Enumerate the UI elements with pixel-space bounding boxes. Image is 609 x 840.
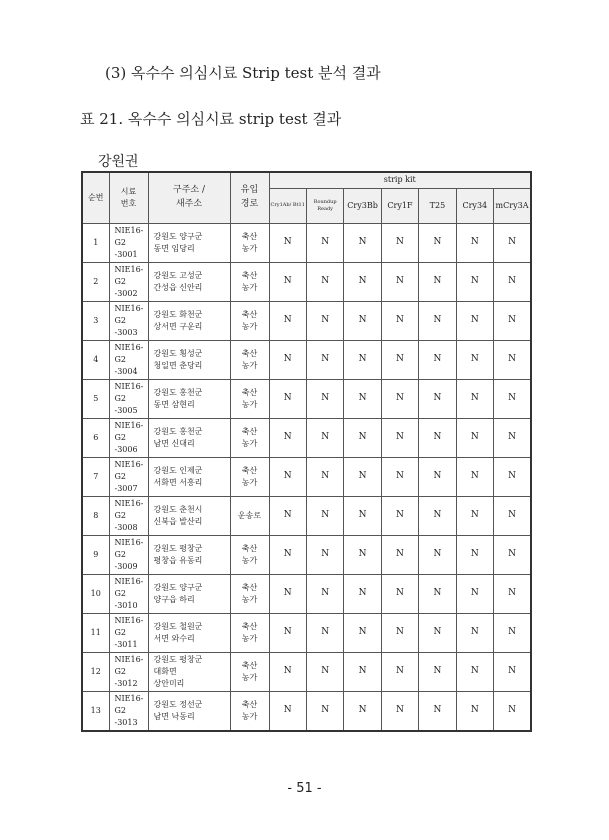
sample-id: NIE16-G2 -3005: [109, 379, 148, 418]
kit-result: N: [419, 340, 456, 379]
kit-result: N: [306, 379, 343, 418]
kit-result: N: [306, 691, 343, 731]
kit-result: N: [344, 574, 381, 613]
route: 축산 농가: [230, 223, 269, 262]
row-no: 2: [82, 262, 109, 301]
row-no: 10: [82, 574, 109, 613]
address: 강원도 철원군 서면 와수리: [148, 613, 230, 652]
header-kit: Cry3Bb: [344, 188, 381, 223]
kit-result: N: [344, 535, 381, 574]
kit-result: N: [269, 496, 306, 535]
sample-id: NIE16-G2 -3007: [109, 457, 148, 496]
route: 축산 농가: [230, 262, 269, 301]
header-kit: Cry1F: [381, 188, 418, 223]
kit-result: N: [419, 301, 456, 340]
row-no: 3: [82, 301, 109, 340]
route: 축산 농가: [230, 301, 269, 340]
kit-result: N: [381, 223, 418, 262]
page-number: - 51 -: [287, 781, 322, 796]
kit-result: N: [269, 574, 306, 613]
table-caption: 표 21. 옥수수 의심시료 strip test 결과: [80, 110, 342, 128]
kit-result: N: [306, 496, 343, 535]
kit-result: N: [269, 613, 306, 652]
table-row: [82, 535, 531, 574]
kit-result: N: [344, 223, 381, 262]
row-no: 11: [82, 613, 109, 652]
row-no: 1: [82, 223, 109, 262]
kit-result: N: [419, 418, 456, 457]
sample-id: NIE16-G2 -3002: [109, 262, 148, 301]
table-row: [82, 418, 531, 457]
kit-result: N: [344, 652, 381, 691]
kit-result: N: [381, 652, 418, 691]
kit-result: N: [269, 691, 306, 731]
table-row: [82, 301, 531, 340]
kit-result: N: [456, 652, 493, 691]
kit-result: N: [494, 223, 531, 262]
address: 강원도 춘천시 신북읍 발산리: [148, 496, 230, 535]
sample-id: NIE16-G2 -3001: [109, 223, 148, 262]
kit-result: N: [494, 574, 531, 613]
header-no: 순번: [82, 172, 109, 223]
kit-result: N: [381, 379, 418, 418]
kit-result: N: [381, 535, 418, 574]
kit-result: N: [269, 457, 306, 496]
kit-result: N: [269, 652, 306, 691]
address: 강원도 홍천군 남면 신대리: [148, 418, 230, 457]
kit-result: N: [381, 340, 418, 379]
kit-result: N: [381, 262, 418, 301]
kit-result: N: [494, 340, 531, 379]
kit-result: N: [269, 301, 306, 340]
table-row: [82, 379, 531, 418]
table-row: [82, 496, 531, 535]
row-no: 7: [82, 457, 109, 496]
row-no: 9: [82, 535, 109, 574]
kit-result: N: [306, 418, 343, 457]
kit-result: N: [419, 223, 456, 262]
table-row: [82, 262, 531, 301]
header-kit: Cry34: [456, 188, 493, 223]
route: 축산 농가: [230, 457, 269, 496]
kit-result: N: [419, 691, 456, 731]
kit-result: N: [456, 340, 493, 379]
kit-result: N: [456, 535, 493, 574]
table-row: [82, 340, 531, 379]
kit-result: N: [306, 535, 343, 574]
kit-result: N: [419, 457, 456, 496]
kit-result: N: [419, 379, 456, 418]
kit-result: N: [456, 457, 493, 496]
kit-result: N: [494, 652, 531, 691]
header-route: 유입 경로: [230, 172, 269, 223]
kit-result: N: [456, 574, 493, 613]
address: 강원도 고성군 간성읍 신안리: [148, 262, 230, 301]
strip-test-table: [81, 171, 532, 732]
kit-result: N: [419, 574, 456, 613]
kit-result: N: [494, 379, 531, 418]
kit-result: N: [306, 340, 343, 379]
address: 강원도 양구군 양구읍 하리: [148, 574, 230, 613]
sample-id: NIE16-G2 -3009: [109, 535, 148, 574]
kit-result: N: [419, 613, 456, 652]
kit-result: N: [456, 418, 493, 457]
kit-result: N: [381, 496, 418, 535]
kit-result: N: [269, 418, 306, 457]
address: 강원도 홍천군 동면 삼현리: [148, 379, 230, 418]
kit-result: N: [494, 418, 531, 457]
kit-result: N: [494, 691, 531, 731]
kit-result: N: [306, 652, 343, 691]
table-row: [82, 613, 531, 652]
row-no: 13: [82, 691, 109, 731]
header-kit: mCry3A: [494, 188, 531, 223]
kit-result: N: [456, 223, 493, 262]
kit-result: N: [306, 301, 343, 340]
header-kit: T25: [419, 188, 456, 223]
sample-id: NIE16-G2 -3010: [109, 574, 148, 613]
kit-result: N: [419, 535, 456, 574]
kit-result: N: [344, 418, 381, 457]
kit-result: N: [494, 301, 531, 340]
address: 강원도 화천군 상서면 구운리: [148, 301, 230, 340]
kit-result: N: [269, 223, 306, 262]
route: 축산 농가: [230, 418, 269, 457]
sample-id: NIE16-G2 -3006: [109, 418, 148, 457]
kit-result: N: [269, 535, 306, 574]
row-no: 5: [82, 379, 109, 418]
kit-result: N: [306, 262, 343, 301]
row-no: 8: [82, 496, 109, 535]
table-row: [82, 691, 531, 731]
kit-result: N: [381, 613, 418, 652]
kit-result: N: [306, 457, 343, 496]
table-row: [82, 457, 531, 496]
row-no: 4: [82, 340, 109, 379]
kit-result: N: [381, 574, 418, 613]
kit-result: N: [494, 457, 531, 496]
address: 강원도 횡성군 청일면 춘당리: [148, 340, 230, 379]
row-no: 12: [82, 652, 109, 691]
kit-result: N: [456, 496, 493, 535]
kit-result: N: [344, 262, 381, 301]
kit-result: N: [344, 496, 381, 535]
header-strip-kit: strip kit: [269, 172, 531, 188]
kit-result: N: [456, 262, 493, 301]
header-kit: Cry1Ab/ Bt11: [269, 188, 306, 223]
region-label: 강원권: [98, 154, 139, 170]
kit-result: N: [344, 301, 381, 340]
route: 운송로: [230, 496, 269, 535]
header-kit: Roundup Ready: [306, 188, 343, 223]
header-address: 구주소 / 새주소: [148, 172, 230, 223]
sample-id: NIE16-G2 -3011: [109, 613, 148, 652]
address: 강원도 평창군 대화면 상안미리: [148, 652, 230, 691]
kit-result: N: [494, 613, 531, 652]
kit-result: N: [344, 340, 381, 379]
route: 축산 농가: [230, 535, 269, 574]
route: 축산 농가: [230, 691, 269, 731]
kit-result: N: [381, 418, 418, 457]
table-row: [82, 223, 531, 262]
kit-result: N: [456, 691, 493, 731]
kit-result: N: [344, 691, 381, 731]
kit-result: N: [269, 262, 306, 301]
header-sample: 시료 번호: [109, 172, 148, 223]
sample-id: NIE16-G2 -3013: [109, 691, 148, 731]
sample-id: NIE16-G2 -3003: [109, 301, 148, 340]
kit-result: N: [306, 574, 343, 613]
kit-result: N: [269, 340, 306, 379]
sample-id: NIE16-G2 -3004: [109, 340, 148, 379]
kit-result: N: [494, 496, 531, 535]
table-row: [82, 652, 531, 691]
route: 축산 농가: [230, 340, 269, 379]
row-no: 6: [82, 418, 109, 457]
address: 강원도 정선군 남면 낙동리: [148, 691, 230, 731]
kit-result: N: [269, 379, 306, 418]
route: 축산 농가: [230, 574, 269, 613]
kit-result: N: [306, 613, 343, 652]
kit-result: N: [494, 535, 531, 574]
kit-result: N: [344, 379, 381, 418]
kit-result: N: [494, 262, 531, 301]
address: 강원도 양구군 동면 임당리: [148, 223, 230, 262]
address: 강원도 인제군 서화면 서흥리: [148, 457, 230, 496]
route: 축산 농가: [230, 379, 269, 418]
route: 축산 농가: [230, 652, 269, 691]
table-row: [82, 574, 531, 613]
kit-result: N: [419, 496, 456, 535]
kit-result: N: [306, 223, 343, 262]
kit-result: N: [456, 379, 493, 418]
kit-result: N: [381, 457, 418, 496]
section-title: (3) 옥수수 의심시료 Strip test 분석 결과: [105, 64, 381, 82]
address: 강원도 평창군 평창읍 유동리: [148, 535, 230, 574]
sample-id: NIE16-G2 -3008: [109, 496, 148, 535]
kit-result: N: [344, 457, 381, 496]
kit-result: N: [456, 613, 493, 652]
kit-result: N: [419, 652, 456, 691]
sample-id: NIE16-G2 -3012: [109, 652, 148, 691]
kit-result: N: [456, 301, 493, 340]
kit-result: N: [344, 613, 381, 652]
kit-result: N: [381, 301, 418, 340]
route: 축산 농가: [230, 613, 269, 652]
kit-result: N: [381, 691, 418, 731]
kit-result: N: [419, 262, 456, 301]
